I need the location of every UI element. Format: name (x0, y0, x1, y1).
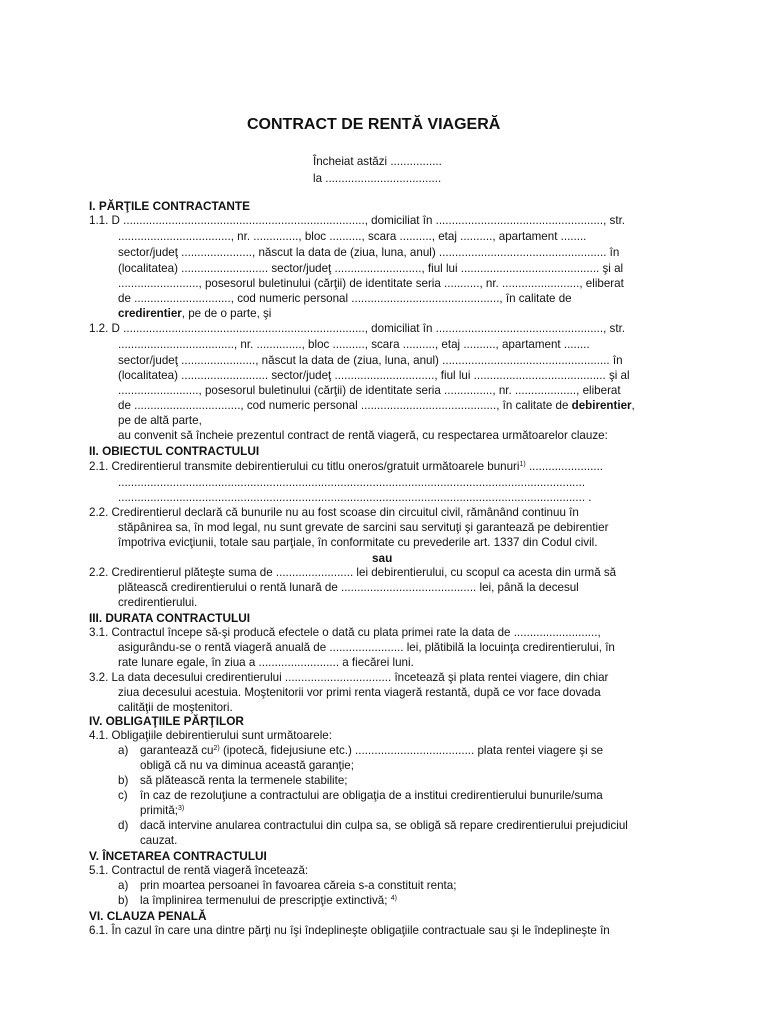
obligation-item-b: să plătească renta la termenele stabilite; (140, 774, 348, 787)
role-debirentier: debirentier (571, 399, 632, 412)
section-heading-duration: III. DURATA CONTRACTULUI (89, 611, 250, 625)
clause-2-1-line (89, 460, 603, 474)
obligation-item-a-text: garantează cu (140, 744, 214, 757)
obligation-item-d: dacă intervine anularea contractului din culpa sa, se obligă să repare credirentierului prejudiciul (140, 819, 628, 832)
clause-1-1-line: de .............................., cod numeric personal .............................................., în calitate de (118, 292, 572, 305)
clause-3-1-line: 3.1. Contractul începe să-şi producă efectele o dată cu plata primei rate la data de .........................., (89, 626, 601, 639)
document-title: CONTRACT DE RENTĂ VIAGERĂ (247, 116, 501, 133)
clause-1-1-line: (localitatea) ........................... sector/judeţ ..........................., fiul lui ........................................... şi al (118, 262, 624, 275)
list-marker: b) (118, 894, 129, 907)
termination-item-b (140, 894, 397, 908)
section-heading-penalty: VI. CLAUZA PENALĂ (89, 909, 207, 923)
alternative-label: sau (372, 551, 393, 565)
clause-2-2-alt-line: 2.2. Credirentierul plăteşte suma de ........................ lei debirentierului, cu scopul ca acesta din urmă să (89, 566, 617, 579)
clause-1-2-line: (localitatea) ........................... sector/judeţ ..............................., fiul lui ......................................... şi al (118, 369, 630, 382)
obligation-item-c: în caz de rezoluţiune a contractului are obligaţia de a institui credirentierului bunurile/suma (140, 789, 603, 802)
clause-4-1: 4.1. Obligaţiile debirentierului sunt următoarele: (89, 729, 332, 742)
list-marker: c) (118, 789, 128, 802)
list-marker: a) (118, 744, 129, 757)
clause-1-1-line: sector/judeţ ......................, născut la data de (ziua, luna, anul) .................................................... în (118, 246, 620, 259)
clause-2-1-dots-line: ................................................................................................................................................. (118, 476, 586, 489)
clause-5-1: 5.1. Contractul de rentă viageră încetează: (89, 864, 309, 877)
clause-2-2-alt-line: credirentierului. (118, 596, 198, 609)
footnote-ref: 4) (390, 895, 397, 902)
clause-1-2-line: 1.2. D ..........................................................................., domiciliat în ...................................................., str. (89, 322, 626, 335)
clause-1-1-line: ..................................., nr. .............., bloc .........., scara .........., etaj .........., apartament ........ (118, 230, 587, 243)
footnote-ref: 1) (519, 461, 526, 468)
termination-item-a: prin moartea persoanei în favoarea căreia s-a constituit renta; (140, 879, 457, 892)
clause-2-1-dots-line: ................................................................................................................................................. . (118, 491, 592, 504)
clause-2-2-line: împotriva evicţiunii, totale sau parţiale, în conformitate cu prevederile art. 1337 din Codul civil. (118, 536, 598, 549)
obligation-item-a (140, 744, 603, 758)
clause-2-2-line: 2.2. Credirentierul declară că bunurile nu au fost scoase din circuitul civil, rămânând continuu în (89, 506, 579, 519)
obligation-item-c-cont (140, 804, 184, 818)
list-marker: a) (118, 879, 129, 892)
clause-1-1-line: 1.1. D ..........................................................................., domiciliat în ...................................................., str. (89, 214, 626, 227)
clause-2-2-line: stăpânirea sa, în mod legal, nu sunt grevate de sarcini sau servituţi şi garantează pe debirentier (118, 521, 609, 534)
list-marker: b) (118, 774, 129, 787)
footnote-ref: 2) (213, 745, 220, 752)
clause-1-1-role-line (118, 307, 271, 321)
obligation-item-a-cont: obligă că nu va diminua această garanţie; (140, 759, 354, 772)
intro-date-line: Încheiat astăzi ................ (313, 155, 442, 168)
clause-1-2-tail: pe de altă parte, (118, 414, 202, 427)
clause-3-1-line: asigurându-se o rentă viageră anuală de ....................... lei, plătibilă la locuinţa credirentierului, în (118, 641, 615, 654)
clause-3-1-line: rate lunare egale, în ziua a ......................... a fiecărei luni. (118, 656, 414, 669)
role-prefix: de ................................., cod numeric personal .........................................., în calitate de (118, 399, 569, 412)
obligation-item-d-cont: cauzat. (140, 834, 178, 847)
obligation-item-a-rest: (ipotecă, fidejusiune etc.) ..................................... plata rentei viagere şi se (219, 744, 604, 757)
list-marker: d) (118, 819, 129, 832)
section-heading-object: II. OBIECTUL CONTRACTULUI (89, 444, 260, 458)
clause-2-1-text: 2.1. Credirentierul transmite debirentierului cu titlu oneros/gratuit următoarele bunuri (89, 460, 520, 473)
clause-3-2-line: ziua decesului acestuia. Moştenitorii vor primi renta viageră restantă, după ce vor face dovada (118, 686, 601, 699)
section-heading-termination: V. ÎNCETAREA CONTRACTULUI (89, 849, 267, 863)
clause-3-2-line: 3.2. La data decesului credirentierului ................................. încetează şi plata rentei viagere, din chiar (89, 671, 609, 684)
obligation-item-c-cont-text: primită; (140, 804, 179, 817)
section-heading-parties: I. PĂRŢILE CONTRACTANTE (89, 199, 250, 213)
clause-2-1-dots: ....................... (525, 460, 604, 473)
clause-6-1: 6.1. În cazul în care una dintre părţi nu îşi îndeplineşte obligaţiile contractuale sau şi le îndeplineşte în (89, 924, 610, 937)
clause-1-1-line: ........................., posesorul buletinului (cărţii) de identitate seria ..........., nr. ........................, eliberat (118, 277, 624, 290)
clause-2-2-alt-line: plătească credirentierului o rentă lunară de .......................................... lei, până la decesul (118, 581, 579, 594)
parties-conclusion: au convenit să încheie prezentul contract de rentă viageră, cu respectarea următoarelor clauze: (118, 429, 608, 442)
intro-place-line: la .................................... (313, 172, 442, 185)
clause-1-2-line: ........................., posesorul buletinului (cărţii) de identitate seria ..............., nr. ..................., eliberat (118, 384, 621, 397)
clause-1-2-line: sector/judeţ ......................., născut la data de (ziua, luna, anul) .................................................... în (118, 354, 623, 367)
role-suffix: , (631, 399, 635, 412)
clause-3-2-line: calităţii de moştenitori. (118, 701, 233, 714)
termination-item-b-text: la împlinirea termenului de prescripţie extinctivă; (140, 894, 388, 907)
role-suffix: , pe de o parte, şi (181, 307, 272, 320)
clause-1-2-role-line (118, 399, 635, 413)
section-heading-obligations: IV. OBLIGAŢIILE PĂRŢILOR (89, 714, 244, 728)
footnote-ref: 3) (178, 805, 185, 812)
clause-1-2-line: ...................................., nr. .............., bloc .........., scara .........., etaj .........., apartament ........ (118, 338, 590, 351)
role-credirentier: credirentier (118, 307, 182, 320)
